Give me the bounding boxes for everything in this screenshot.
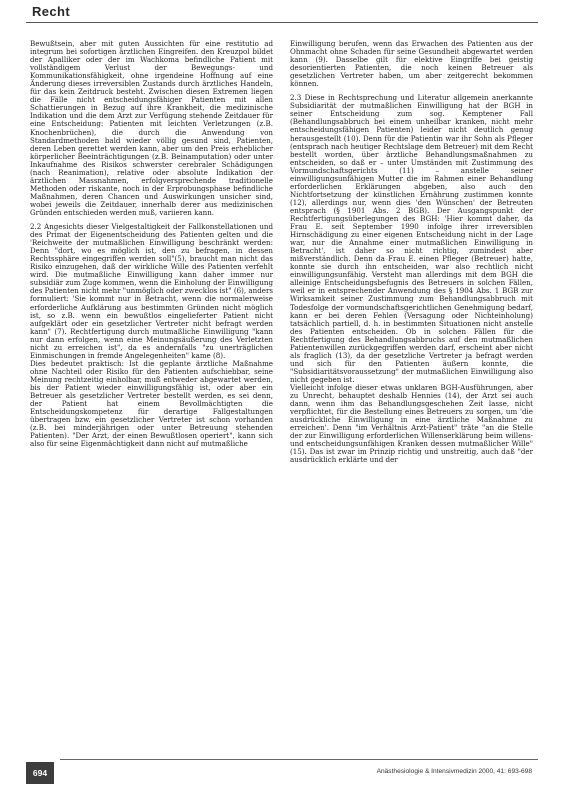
right-paragraph-section-2-3: 2.3 Diese in Rechtsprechung und Literatur allgemein anerkannte Subsidiarität der mutmaßlichen Einwilligung hat der BGH in seiner Entscheidung zum sog. Kemptener Fall (Behandlungsabbruch bei einem unheilbar kranken, nicht mehr entscheidungsfähigen Patienten) leider nicht deutlich genug herausgestellt (10). Denn für die Patientin war ihr Sohn als Pfleger (entsprach nach heutiger Rechtslage dem Betreuer) mit dem Recht bestellt worden, über ärztliche Behandlungsmaßnahmen zu entscheiden, so daß er – unter Umständen mit Zustimmung des Vormundschaftsgerichts (11) – anstelle seiner einwilligungsunfähigen Mutter die im Rahmen einer Behandlung erforderlichen Erklärungen abgeben, also auch den Nichtfortsetzung der künstlichen Ernährung zustimmen konnte (12), allerdings nur, wenn dies 'den Wünschen' der Betreuten entsprach (§ 1901 Abs. 2 BGB). Der Ausgangspunkt der Rechtfertigungsüberlegungen des BGH: 'Hier kommt daher, da Frau E. seit September 1990 infolge ihrer irreversiblen Hirnschädigung zu einer eigenen Entscheidung nicht in der Lage war, nur die Annahme einer mutmaßlichen Einwilligung in Betracht', ist daher so nicht richtig, zumindest aber mißverständlich. Denn da Frau E. einen Pfleger (Betreuer) hatte, konnte sie durch ihn entscheiden, war also rechtlich nicht einwilligungsunfähig. Versteht man allerdings mit dem BGH die alleinige Entscheidungsbefugnis des Betreuers in solchen Fällen, weil er in entsprechender Anwendung des § 1904 Abs. 1 BGB zur Wirksamkeit seiner Zustimmung zum Behandlungsabbruch mit Todesfolge der vormundschaftsgerichtlichen Genehmigung bedarf, kann er bei deren Fehlen (Versagung oder Nichteinholung) tatsächlich partiell, d. h. in bestimmten Situationen nicht anstelle des Patienten entscheiden. Ob in solchen Fällen für die Rechtfertigung des Behandlungsabbruchs auf den mutmaßlichen Patientenwillen zurückgegriffen werden darf, erscheint aber nicht als fraglich (13), da der gesetzliche Vertreter ja befragt werden und sich für den Patienten äußern konnte, die "Subsidiaritätsvoraussetzung" der mutmaßlichen Einwilligung also nicht gegeben ist.: [290, 93, 533, 384]
left-paragraph-section-2-2: 2.2 Angesichts dieser Vielgestaltigkeit der Fallkonstellationen und des Primat der Eigenentscheidung des Patienten gelten und die 'Reichweite der mutmaßlichen Einwilligung beschränkt werden: Denn "dort, wo es möglich ist, den zu befragen, in dessen Rechtssphäre eingegriffen werden soll"(5), braucht man nicht das Risiko einzugehen, daß der wirkliche Wille des Patienten verfehlt wird. Die mutmaßliche Einwilligung kann daher immer nur subsidiär zum Zuge kommen, wenn die Einholung der Einwilligung des Patienten nicht mehr "unmöglich oder zwecklos ist" (6), anders formuliert: 'Sie kommt nur in Betracht, wenn die normalerweise erforderliche Aufklärung aus bestimmten Gründen nicht möglich ist, so z.B. wenn ein bewußtlos eingelieferter Patient nicht aufgeklärt oder ein gesetzlicher Vertreter nicht befragt werden kann" (7). Rechtfertigung durch mutmaßliche Einwilligung "kann nur dann erfolgen, wenn eine Meinungsäußerung des Verletzten nicht zu erreichen ist", da es andernfalls "zu unerträglichen Einmischungen in fremde Angelegenheiten" kame (8).: [30, 222, 273, 360]
header-rule: [26, 22, 538, 23]
right-paragraph-3: Vielleicht infolge dieser etwas unklaren BGH-Ausführungen, aber zu Unrecht, behauptet deshalb Hennies (14), der Arzt sei auch dann, wenn ihm das Behandlungsgeschehen Zeit lasse, nicht verpflichtet, für die Bestellung eines Betreuers zu sorgen, um 'die ausdrückliche Einwilligung in eine ärztliche Maßnahme zu erreichen'. Denn "im Verhältnis Arzt-Patient" träte "an die Stelle der zur Einwilligung erforderlichen Willenserklärung beim willens- und entscheidungsunfähigen Kranken dessen mutmaßlicher Wille" (15). Das ist zwar im Prinzip richtig und unstreitig, auch daß "der ausdrücklich erklärte und der: [290, 382, 533, 465]
right-paragraph-1: Einwilligung berufen, wenn das Erwachen des Patienten aus der Ohnmacht ohne Schaden für seine Gesundheit abgewartet werden kann (9). Dasselbe gilt für elektive Eingriffe bei geistig desorientierten Patienten, die noch keinen Betreuer als gesetzlichen Vertreter haben, um aber zeitgerecht bekommen können.: [290, 40, 533, 89]
page-number-box: [26, 762, 54, 784]
section-title: Recht: [32, 4, 71, 19]
left-paragraph-3: Dies bedeutet praktisch: Ist die geplante ärztliche Maßnahme ohne Nachteil oder Risiko für den Patienten aufschiebbar, seine Meinung rechtzeitig einholbar, muß entweder abgewartet werden, bis der Patient wieder einwilligungsfähig ist, oder aber ein Betreuer als gesetzlicher Vertreter bestellt werden, es sei denn, der Patient hat einem Bevollmächtigten die Entscheidungskompetenz für derartige Fallgestaltungen übertragen bzw. ein gesetzlicher Vertreter ist schon vorhanden (z.B. bei minderjährigen oder unter Betreuung stehenden Patienten). "Der Arzt, der einen Bewußtlosen operiert", kann sich also für seine Eigenmächtigkeit dann nicht auf mutmaßliche: [30, 358, 273, 449]
footer-rule: [60, 759, 538, 760]
left-paragraph-1: Bewußtsein, aber mit guten Aussichten für eine restitutio ad integrum bei sofortigen ärztlichen Eingreifen. den Kreuzpol bildet der Apalliker oder der im Wachkoma befindliche Patient mit vollständigem Verlust der Bewegungs- und Kommunikationsfähigkeit, ohne irgendeine Hoffnung auf eine Änderung dieses irreversiblen Zustands durch ärztliches Handeln, für das kein Zeitdruck besteht. Zwischen diesen Extremen liegen die Fälle nicht entscheidungsfähiger Patienten mit allen Schattierungen in Bezug auf ihre Krankheit, die medizinische Indikation und die dem Arzt zur Verfügung stehende Zeitdauer für eine Entscheidung: Patienten mit leichten Verletzungen (z.B. Knochenbrüchen), die durch die Anwendung von Standardmethoden bald wieder völlig gesund sind, Patienten, deren Leben gerettet werden kann, aber um den Preis erheblicher körperlicher Beeinträchtigungen (z.B. Beinamputation) oder unter Inkaufnahme des Risikos schwerster cerebraler Schädigungen (nach Reanimation), relative oder absolute Indikation der ärztlichen Massnahmen, erfolgversprechende traditionelle Methoden oder riskante, noch in der Erprobungsphase befindliche Maßnahmen, deren Chancen und Auswirkungen unsicher sind, wobei jeweils die Zeitdauer, innerhalb derer aus medizinischen Gründen entschieden werden muß, variieren kann.: [30, 40, 273, 217]
left-column: [30, 40, 273, 766]
right-column: [290, 40, 533, 766]
page-number: 694: [32, 768, 48, 778]
journal-reference: Anästhesiologie & Intensivmedizin 2000, 41: 693-698: [376, 768, 532, 775]
